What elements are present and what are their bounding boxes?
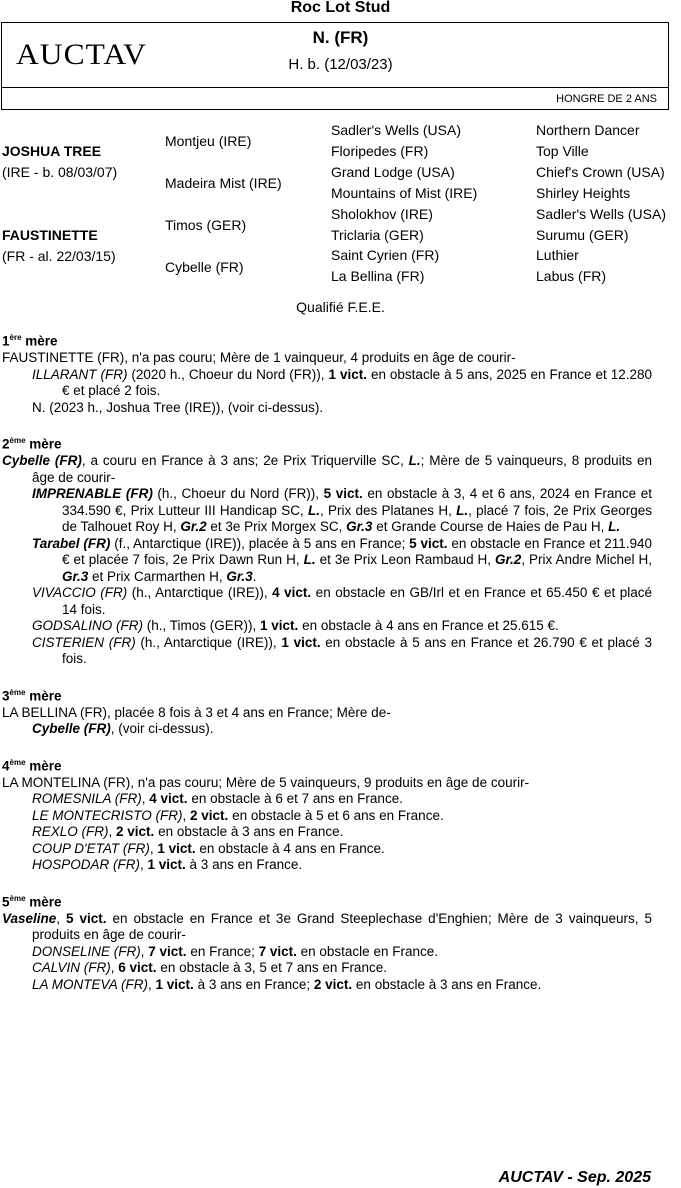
gen4-item: Chief's Crown (USA): [536, 164, 665, 180]
gen3-item: Triclaria (GER): [331, 227, 424, 243]
produce-line: LA MONTEVA (FR), 1 vict. à 3 ans en France; 2 vict. en obstacle à 3 ans en France.: [32, 976, 542, 992]
produce-line: REXLO (FR), 2 vict. en obstacle à 3 ans en France.: [32, 824, 344, 839]
sire-info: (IRE - b. 08/03/07): [2, 164, 118, 180]
produce-line: Tarabel (FR) (f., Antarctique (IRE)), placée à 5 ans en France; 5 vict. en obstacle en France et 211.940 € et placée 7 fois, 2e Prix Dawn Run H, L. et 3e Prix Leon Rambaud H, Gr.2, Prix Andre Michel H, Gr.3 et Prix Carmarthen H, Gr.3.: [32, 535, 652, 584]
dam-section: [2, 891, 652, 994]
produce-line: ILLARANT (FR) (2020 h., Choeur du Nord (FR)), 1 vict. en obstacle à 5 ans, 2025 en France et 12.280 € et placé 2 fois.: [32, 366, 652, 398]
dam-line: FAUSTINETTE (FR), n'a pas couru; Mère de 1 vainqueur, 4 produits en âge de courir-: [2, 350, 516, 365]
produce-line: HOSPODAR (FR), 1 vict. à 3 ans en France.: [32, 857, 303, 872]
produce-line: VIVACCIO (FR) (h., Antarctique (IRE)), 4 vict. en obstacle en GB/Irl et en France et 65.450 € et placé 14 fois.: [32, 585, 653, 617]
section-heading: 5ème mère: [2, 893, 62, 909]
gelding-note: HONGRE DE 2 ANS: [556, 93, 657, 105]
gen3-item: Floripedes (FR): [331, 143, 429, 159]
section-heading: 1ère mère: [2, 333, 58, 349]
footer: AUCTAV - Sep. 2025: [498, 1169, 651, 1186]
dam-line: Vaseline, 5 vict. en obstacle en France et 3e Grand Steeplechase d'Enghien; Mère de 3 vainqueurs, 5 produits en âge de courir-: [2, 910, 652, 942]
produce-line: LE MONTECRISTO (FR), 2 vict. en obstacle à 5 et 6 ans en France.: [32, 807, 444, 823]
gen4-item: Labus (FR): [536, 268, 607, 284]
auctav-logo: AUCTAV: [16, 38, 147, 71]
gen4-item: Sadler's Wells (USA): [536, 206, 666, 222]
dam-section: [2, 685, 652, 738]
gen2-item: Timos (GER): [165, 217, 247, 233]
gen3-item: Sholokhov (IRE): [331, 206, 433, 222]
family-notes: [2, 330, 652, 1010]
dam-section: [2, 330, 652, 416]
section-heading: 2ème mère: [2, 436, 62, 452]
sire-name: JOSHUA TREE: [2, 143, 102, 159]
produce-line: COUP D'ETAT (FR), 1 vict. en obstacle à 4 ans en France.: [32, 840, 385, 856]
horse-description: H. b. (12/03/23): [288, 56, 393, 73]
gen4-item: Shirley Heights: [536, 185, 631, 201]
dam-info: (FR - al. 22/03/15): [2, 248, 116, 264]
stud-name: Roc Lot Stud: [290, 0, 391, 16]
gen2-item: Cybelle (FR): [165, 259, 244, 275]
gen3-item: La Bellina (FR): [331, 268, 425, 284]
dam-line: Cybelle (FR), a couru en France à 3 ans; 2e Prix Triquerville SC, L.; Mère de 5 vainqueurs, 8 produits en âge de courir-: [2, 453, 652, 485]
section-heading: 4ème mère: [2, 757, 62, 773]
produce-line: ROMESNILA (FR), 4 vict. en obstacle à 6 et 7 ans en France.: [32, 791, 403, 806]
dam-line: LA BELLINA (FR), placée 8 fois à 3 et 4 ans en France; Mère de-: [2, 704, 391, 720]
produce-line: Cybelle (FR), (voir ci-dessus).: [32, 721, 214, 736]
qualification: Qualifié F.E.E.: [296, 299, 385, 315]
produce-line: DONSELINE (FR), 7 vict. en France; 7 vict. en obstacle en France.: [32, 943, 438, 959]
produce-line: CALVIN (FR), 6 vict. en obstacle à 3, 5 et 7 ans en France.: [32, 960, 387, 975]
gen4-item: Luthier: [536, 247, 579, 263]
gen3-item: Sadler's Wells (USA): [331, 122, 461, 138]
gen2-item: Madeira Mist (IRE): [165, 175, 282, 191]
produce-line: CISTERIEN (FR) (h., Antarctique (IRE)), 1 vict. en obstacle à 5 ans en France et 26.790 € et placé 3 fois.: [32, 634, 653, 666]
horse-name: N. (FR): [312, 28, 369, 47]
gen4-item: Northern Dancer: [536, 122, 640, 138]
gen2-item: Montjeu (IRE): [165, 133, 252, 149]
dam-name: FAUSTINETTE: [2, 227, 98, 243]
dam-section: [2, 755, 652, 874]
gen3-item: Saint Cyrien (FR): [331, 247, 440, 263]
gen3-item: Mountains of Mist (IRE): [331, 185, 478, 201]
gen4-item: Surumu (GER): [536, 227, 629, 243]
gen3-item: Grand Lodge (USA): [331, 164, 455, 180]
section-heading: 3ème mère: [2, 687, 62, 703]
gen4-item: Top Ville: [536, 143, 589, 159]
dam-line: LA MONTELINA (FR), n'a pas couru; Mère de 5 vainqueurs, 9 produits en âge de courir-: [2, 774, 530, 790]
produce-line: N. (2023 h., Joshua Tree (IRE)), (voir ci-dessus).: [32, 399, 324, 415]
produce-line: GODSALINO (FR) (h., Timos (GER)), 1 vict. en obstacle à 4 ans en France et 25.615 €.: [32, 618, 559, 633]
produce-line: IMPRENABLE (FR) (h., Choeur du Nord (FR)), 5 vict. en obstacle à 3, 4 et 6 ans, 2024 en France et 334.590 €, Prix Lutteur III Handicap SC, L., Prix des Platanes H, L., placé 7 fois, 2e Prix Georges de Talhouet Roy H, Gr.2 et 3e Prix Morgex SC, Gr.3 et Grande Course de Haies de Pau H, L.: [32, 486, 653, 534]
dam-section: [2, 433, 652, 668]
